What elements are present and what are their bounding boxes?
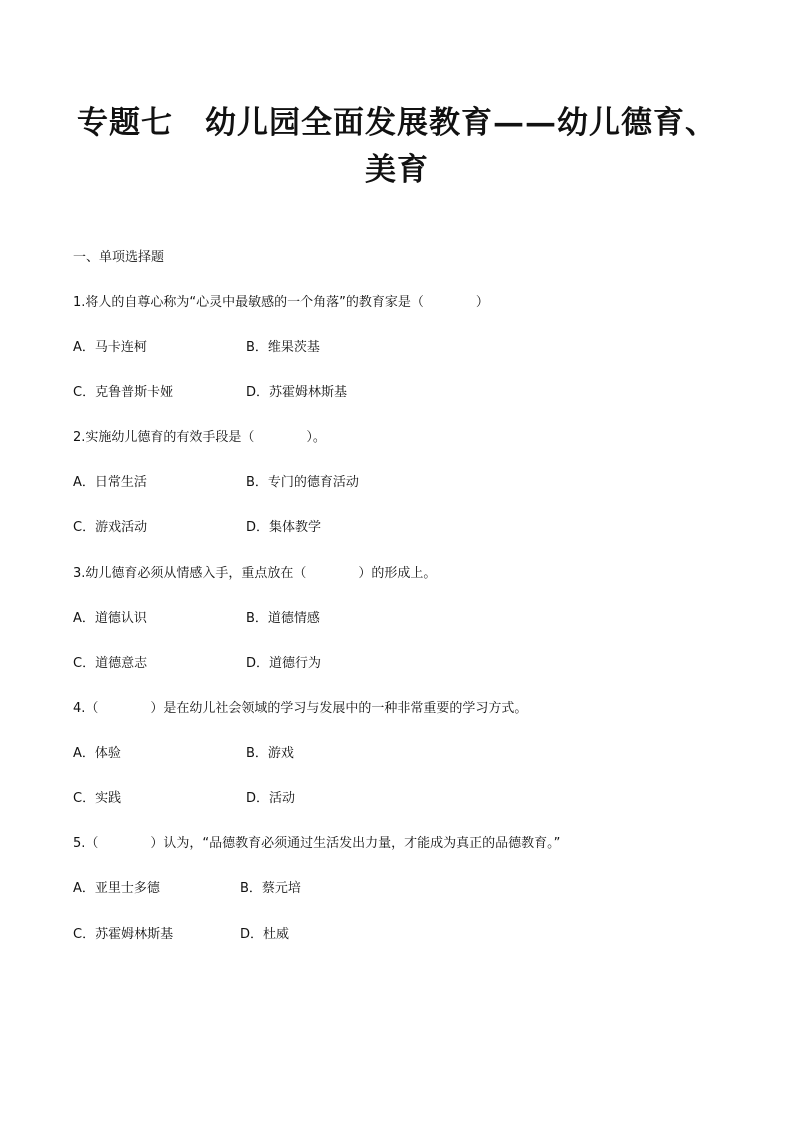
question-4-option-d: D．活动 [246, 791, 296, 806]
question-2-option-a: A．日常生活 [73, 475, 147, 490]
question-4-option-b: B．游戏 [246, 746, 294, 761]
question-3-option-d: D．道德行为 [246, 656, 322, 671]
question-5 [73, 835, 560, 853]
question-3-suffix: ）的形成上。 [358, 566, 437, 581]
question-4-suffix: ）是在幼儿社会领域的学习与发展中的一种非常重要的学习方式。 [150, 701, 528, 716]
question-1-prefix: 1.将人的自尊心称为“心灵中最敏感的一个角落”的教育家是（ [73, 295, 424, 310]
question-5-option-d: D．杜威 [240, 927, 290, 942]
question-1-option-b: B．维果茨基 [246, 340, 320, 355]
question-2-prefix: 2.实施幼儿德育的有效手段是（ [73, 430, 255, 445]
section-heading: 一、单项选择题 [73, 250, 165, 265]
question-5-option-a: A．亚里士多德 [73, 881, 160, 896]
question-4 [73, 700, 527, 718]
question-3 [73, 565, 436, 583]
page-title [60, 100, 734, 194]
question-3-option-a: A．道德认识 [73, 611, 147, 626]
question-1-option-a: A．马卡连柯 [73, 340, 147, 355]
question-4-option-c: C．实践 [73, 791, 122, 806]
question-1-suffix: ） [475, 295, 489, 310]
question-1-option-c: C．克鲁普斯卡娅 [73, 385, 174, 400]
question-5-suffix: ）认为，“品德教育必须通过生活发出力量，才能成为真正的品德教育。” [150, 836, 561, 851]
title-line-2: 美育 [365, 152, 429, 188]
question-2 [73, 429, 326, 447]
title-line-1: 专题七 幼儿园全面发展教育——幼儿德育、 [77, 105, 717, 141]
question-3-prefix: 3.幼儿德育必须从情感入手，重点放在（ [73, 566, 307, 581]
question-3-option-b: B．道德情感 [246, 611, 320, 626]
question-2-option-b: B．专门的德育活动 [246, 475, 359, 490]
question-2-option-d: D．集体教学 [246, 520, 322, 535]
question-1-option-d: D．苏霍姆林斯基 [246, 385, 348, 400]
question-2-suffix: ）。 [306, 430, 326, 445]
question-3-option-c: C．道德意志 [73, 656, 148, 671]
question-5-option-c: C．苏霍姆林斯基 [73, 927, 174, 942]
question-4-prefix: 4.（ [73, 701, 99, 716]
question-1 [73, 294, 489, 312]
question-4-option-a: A．体验 [73, 746, 121, 761]
question-2-option-c: C．游戏活动 [73, 520, 148, 535]
question-5-prefix: 5.（ [73, 836, 99, 851]
question-5-option-b: B．蔡元培 [240, 881, 301, 896]
